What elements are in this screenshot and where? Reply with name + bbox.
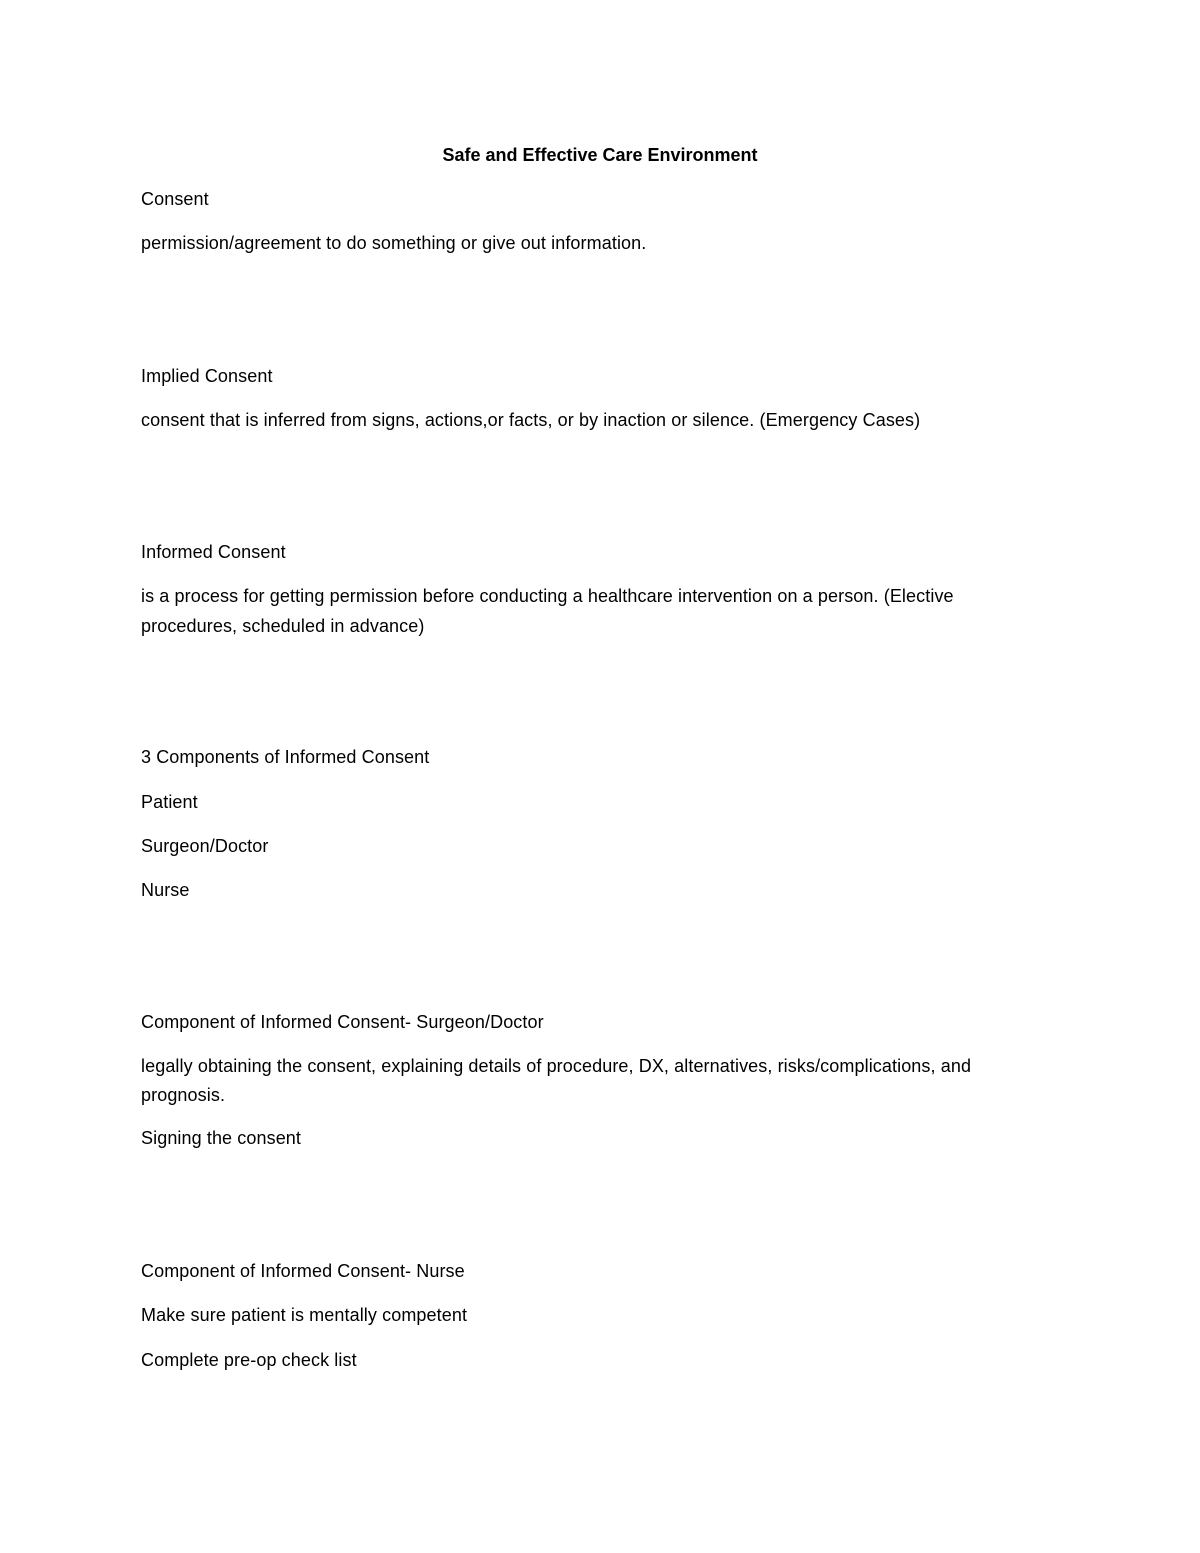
section-text-consent: permission/agreement to do something or give out information. — [141, 233, 647, 253]
list-item-patient: Patient — [141, 792, 198, 812]
list-item-surgeon-doctor: Surgeon/Doctor — [141, 836, 269, 856]
section-text-surgeon-component-2: prognosis. — [141, 1085, 226, 1105]
section-text-implied-consent: consent that is inferred from signs, actions,or facts, or by inaction or silence. (Emergency Cases) — [141, 410, 921, 430]
section-heading-consent: Consent — [141, 189, 209, 209]
section-heading-components: 3 Components of Informed Consent — [141, 747, 430, 767]
section-text-nurse-component-1: Make sure patient is mentally competent — [141, 1305, 468, 1325]
section-heading-surgeon-component: Component of Informed Consent- Surgeon/Doctor — [141, 1012, 544, 1032]
section-heading-nurse-component: Component of Informed Consent- Nurse — [141, 1261, 465, 1281]
section-text-informed-consent-1: is a process for getting permission before conducting a healthcare intervention on a person. (Elective — [141, 586, 954, 606]
document-title: Safe and Effective Care Environment — [442, 145, 758, 165]
section-text-nurse-component-2: Complete pre-op check list — [141, 1350, 357, 1370]
list-item-nurse: Nurse — [141, 880, 190, 900]
section-text-surgeon-component-3: Signing the consent — [141, 1128, 302, 1148]
section-heading-implied-consent: Implied Consent — [141, 366, 273, 386]
section-heading-informed-consent: Informed Consent — [141, 542, 286, 562]
section-text-surgeon-component-1: legally obtaining the consent, explaining details of procedure, DX, alternatives, risks/complications, and — [141, 1056, 972, 1076]
section-text-informed-consent-2: procedures, scheduled in advance) — [141, 616, 425, 636]
